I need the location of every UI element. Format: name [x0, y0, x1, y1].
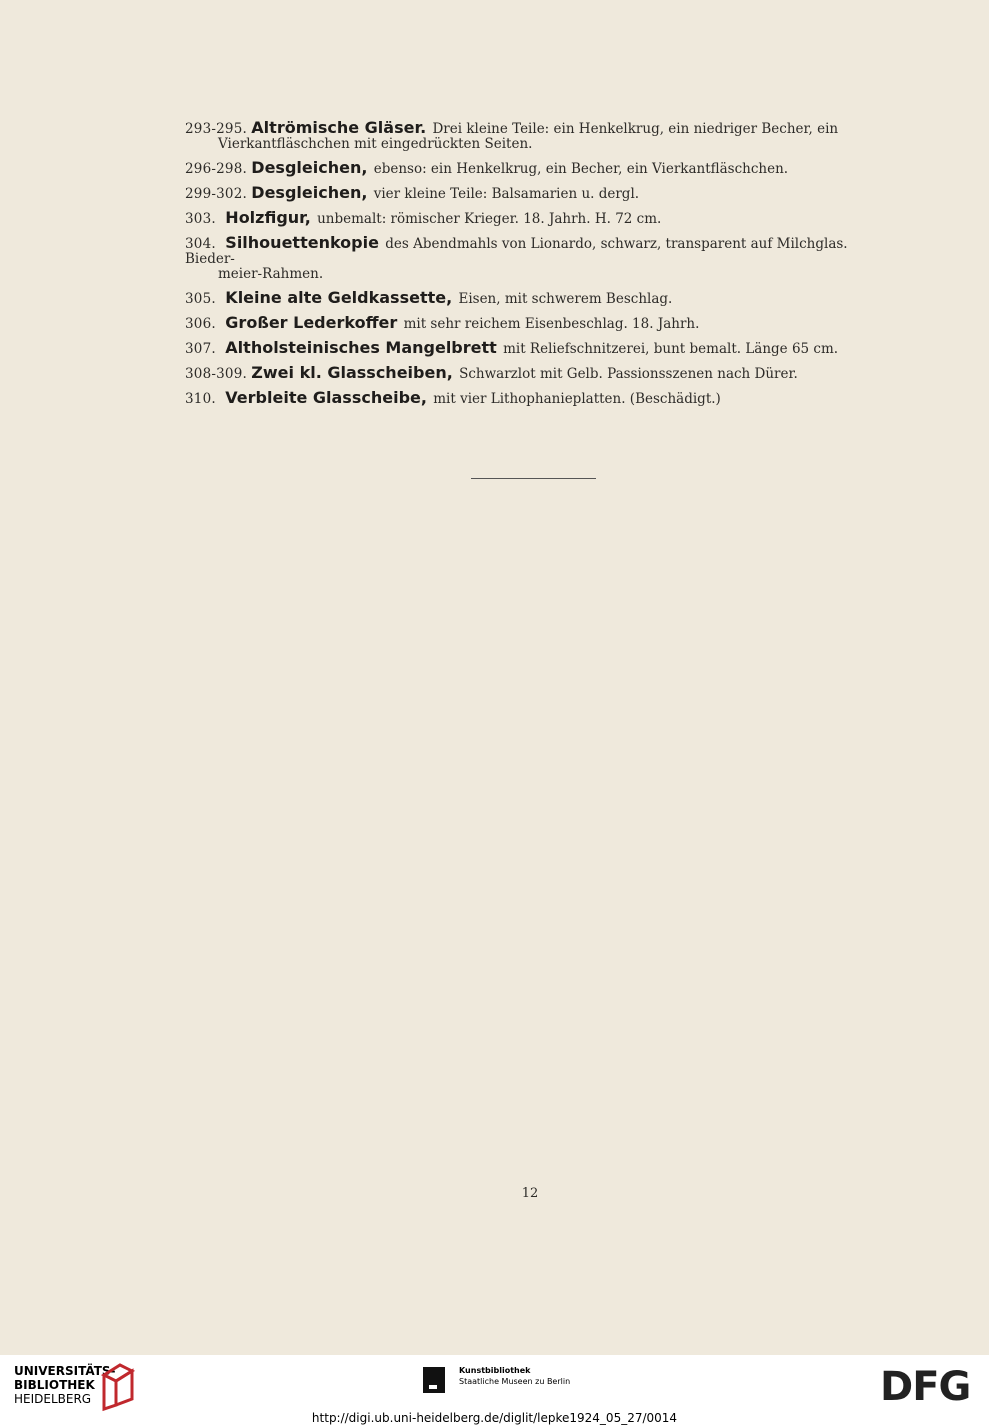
- entry-number: 303.: [185, 211, 216, 227]
- entry-description: Eisen, mit schwerem Beschlag.: [458, 291, 673, 307]
- catalog-entry: [185, 185, 890, 202]
- entry-number: 299-302.: [185, 186, 247, 202]
- entry-title: Altholsteinisches Mangelbrett: [225, 338, 497, 357]
- catalog-entry: [185, 365, 890, 382]
- catalog-entry: [185, 210, 890, 227]
- entry-description: unbemalt: römischer Krieger. 18. Jahrh. H. 72 cm.: [317, 211, 662, 227]
- entry-description: Drei kleine Teile: ein Henkelkrug, ein niedriger Becher, ein: [432, 121, 839, 137]
- ub-line-1: UNIVERSITÄTS-: [14, 1364, 116, 1378]
- divider-rule: [471, 478, 596, 479]
- entry-description: vier kleine Teile: Balsamarien u. dergl.: [373, 186, 640, 202]
- entry-title: Altrömische Gläser.: [251, 118, 427, 137]
- entry-number: 304.: [185, 236, 216, 252]
- entry-number: 305.: [185, 291, 216, 307]
- entry-continuation: Vierkantfläschchen mit eingedrückten Seiten.: [218, 136, 533, 152]
- entry-description: mit vier Lithophanieplatten. (Beschädigt.): [433, 391, 721, 407]
- entry-title: Großer Lederkoffer: [225, 313, 398, 332]
- entry-description: ebenso: ein Henkelkrug, ein Becher, ein Vierkantfläschchen.: [373, 161, 789, 177]
- footer-bar: [0, 1355, 989, 1427]
- entry-continuation: meier-Rahmen.: [218, 266, 324, 282]
- catalog-entry: [185, 235, 890, 282]
- entry-title: Holzfigur,: [225, 208, 311, 227]
- entry-title: Desgleichen,: [251, 158, 368, 177]
- kunstbibliothek-icon: [423, 1367, 445, 1393]
- kb-line-2: Staatliche Museen zu Berlin: [459, 1377, 571, 1386]
- kb-line-1: Kunstbibliothek: [459, 1366, 531, 1375]
- catalog-entry: [185, 120, 890, 152]
- entry-title: Verbleite Glasscheibe,: [225, 388, 427, 407]
- catalog-entry: [185, 290, 890, 307]
- entry-number: 296-298.: [185, 161, 247, 177]
- entry-description: mit sehr reichem Eisenbeschlag. 18. Jahrh.: [403, 316, 700, 332]
- catalog-entry: [185, 390, 890, 407]
- ub-line-2: BIBLIOTHEK: [14, 1378, 95, 1392]
- entry-number: 306.: [185, 316, 216, 332]
- entry-number: 307.: [185, 341, 216, 357]
- page-number: 12: [521, 1186, 539, 1201]
- entry-description: des Abendmahls von Lionardo, schwarz, transparent auf Milchglas. Bieder-: [185, 236, 848, 267]
- entry-title: Silhouettenkopie: [225, 233, 379, 252]
- entry-description: Schwarzlot mit Gelb. Passionsszenen nach Dürer.: [459, 366, 798, 382]
- permalink-url[interactable]: http://digi.ub.uni-heidelberg.de/diglit/lepke1924_05_27/0014: [311, 1411, 678, 1425]
- entry-description: mit Reliefschnitzerei, bunt bemalt. Länge 65 cm.: [503, 341, 839, 357]
- ub-book-icon: [100, 1361, 136, 1413]
- catalog-entries: [185, 120, 890, 415]
- catalog-entry: [185, 315, 890, 332]
- entry-title: Zwei kl. Glasscheiben,: [251, 363, 453, 382]
- entry-number: 308-309.: [185, 366, 247, 382]
- entry-number: 310.: [185, 391, 216, 407]
- catalog-entry: [185, 160, 890, 177]
- entry-title: Kleine alte Geldkassette,: [225, 288, 453, 307]
- entry-title: Desgleichen,: [251, 183, 368, 202]
- dfg-logo[interactable]: DFG: [880, 1364, 971, 1410]
- entry-number: 293-295.: [185, 121, 247, 137]
- catalog-entry: [185, 340, 890, 357]
- ub-line-3: HEIDELBERG: [14, 1392, 92, 1406]
